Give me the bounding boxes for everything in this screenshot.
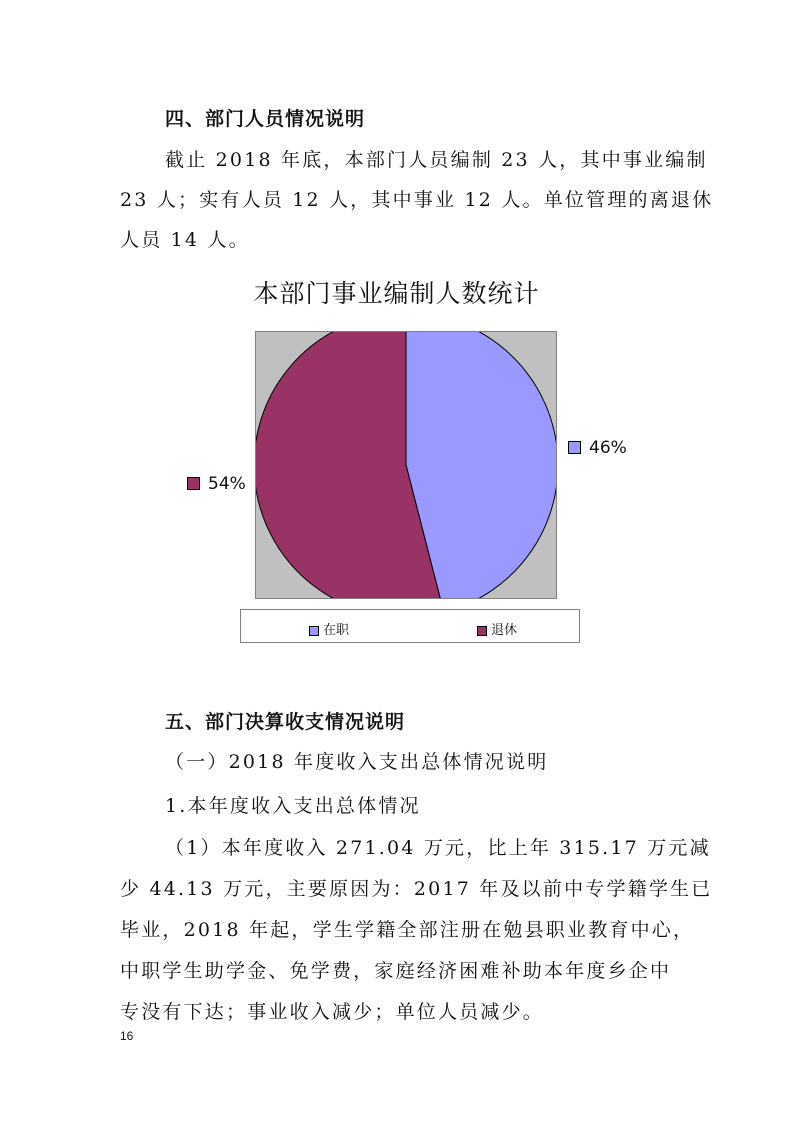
data-label-retired bbox=[187, 474, 246, 494]
chart-legend bbox=[240, 609, 580, 643]
data-label-swatch-serving bbox=[568, 441, 581, 454]
data-label-swatch-retired bbox=[187, 477, 200, 490]
page-number: 16 bbox=[120, 1029, 134, 1043]
section-5-heading: 五、部门决算收支情况说明 bbox=[165, 711, 406, 733]
data-label-serving bbox=[568, 438, 627, 458]
section-5-paragraph-line-1: （1）本年度收入 271.04 万元，比上年 315.17 万元减 bbox=[165, 837, 711, 859]
section-4-heading: 四、部门人员情况说明 bbox=[165, 108, 366, 130]
legend-swatch-serving bbox=[309, 626, 319, 636]
data-label-retired-text: 54% bbox=[208, 474, 246, 494]
section-5-paragraph-line-3: 毕业，2018 年起，学生学籍全部注册在勉县职业教育中心， bbox=[120, 919, 695, 941]
section-5-item-1: 1.本年度收入支出总体情况 bbox=[165, 795, 421, 817]
data-label-serving-text: 46% bbox=[589, 438, 627, 458]
pie-chart bbox=[256, 332, 556, 598]
legend-label-serving: 在职 bbox=[323, 623, 350, 638]
legend-swatch-retired bbox=[477, 626, 487, 636]
section-5-paragraph-line-2: 少 44.13 万元，主要原因为：2017 年及以前中专学籍学生已 bbox=[120, 878, 713, 900]
legend-item-serving bbox=[309, 619, 349, 638]
section-5-paragraph-line-4: 中职学生助学金、免学费，家庭经济困难补助本年度乡企中 bbox=[120, 960, 672, 982]
chart-title: 本部门事业编制人数统计 bbox=[253, 279, 540, 308]
legend-label-retired: 退休 bbox=[491, 623, 518, 638]
section-5-paragraph-line-5: 专没有下达；事业收入减少；单位人员减少。 bbox=[120, 1001, 545, 1023]
chart-plot-area bbox=[255, 331, 557, 599]
legend-item-retired bbox=[477, 619, 517, 638]
section-4-paragraph-line-3: 人员 14 人。 bbox=[120, 229, 250, 251]
section-4-paragraph-line-1: 截止 2018 年底，本部门人员编制 23 人，其中事业编制 bbox=[165, 149, 708, 171]
section-5-subheading: （一）2018 年度收入支出总体情况说明 bbox=[165, 751, 549, 773]
section-4-paragraph-line-2: 23 人；实有人员 12 人，其中事业 12 人。单位管理的离退休 bbox=[120, 189, 714, 211]
